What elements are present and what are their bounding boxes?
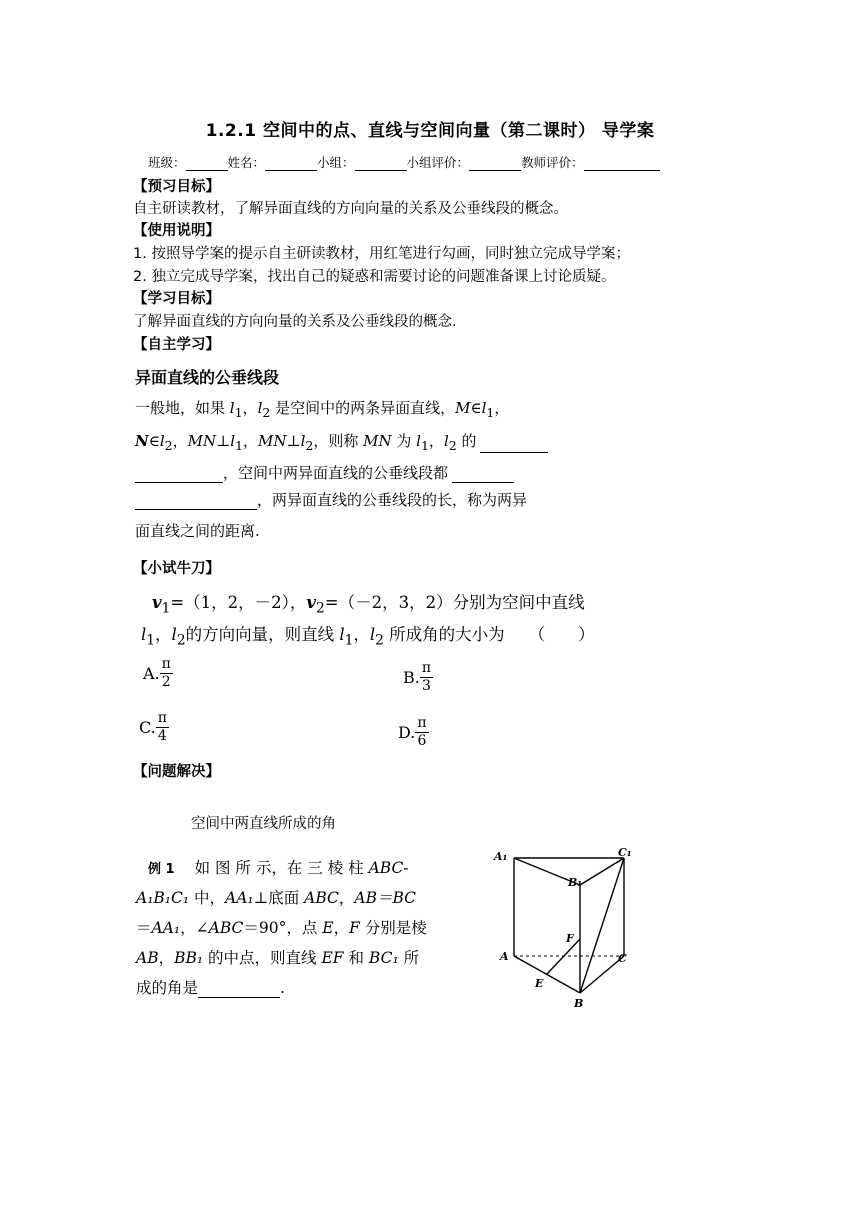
label-c1: C₁ <box>618 846 632 859</box>
example-line-5: 成的角是 . <box>136 979 285 997</box>
label-a1: A₁ <box>494 850 508 863</box>
goal-text: 了解异面直线的方向向量的关系及公垂线段的概念. <box>133 314 457 330</box>
example-line-4: AB，BB₁ 的中点，则直线 EF 和 BC₁ 所 <box>136 949 420 967</box>
label-c: C <box>618 952 627 965</box>
teacher-eval-label: 教师评价： <box>521 155 584 170</box>
label-f: F <box>566 932 574 945</box>
trial-heading: 【小试牛刀】 <box>133 561 220 577</box>
example-answer-blank[interactable] <box>198 981 280 998</box>
answer-blank-4[interactable] <box>135 493 257 510</box>
definition-line-1: 一般地，如果 $l_1$，$l_2$ 是空间中的两条异面直线，$M\in l_1$， <box>135 399 510 420</box>
label-a: A <box>500 950 509 963</box>
solve-heading: 【问题解决】 <box>133 764 220 780</box>
option-c[interactable]: C. $\frac{\pi}{4}$ <box>139 710 167 744</box>
group-blank[interactable] <box>355 156 407 171</box>
class-label: 班级： <box>148 155 186 170</box>
self-study-heading: 【自主学习】 <box>133 337 220 353</box>
edge-ab <box>514 956 580 993</box>
definition-line-3: ，空间中两异面直线的公垂线段都 <box>135 462 514 483</box>
example-line-1: 例 1 如 图 所 示，在 三 棱 柱 ABC- <box>148 859 409 877</box>
name-blank[interactable] <box>265 156 317 171</box>
option-d[interactable]: D. $\frac{\pi}{6}$ <box>398 715 427 749</box>
answer-blank-3[interactable] <box>452 466 514 483</box>
label-b: B <box>574 997 584 1010</box>
definition-line-4: ，两异面直线的公垂线段的长，称为两异 <box>135 489 527 510</box>
group-label: 小组： <box>317 155 355 170</box>
definition-line-5: 面直线之间的距离. <box>135 522 260 540</box>
definition-line-2: $N\in l_2$，$MN\perp l_1$，$MN\perp l_2$，则称 MN 为 $l_1$，$l_2$ 的 <box>135 430 548 453</box>
goal-heading: 【学习目标】 <box>133 291 220 307</box>
page-title: 1.2.1 空间中的点、直线与空间向量（第二课时） 导学案 <box>205 121 655 141</box>
teacher-eval-blank[interactable] <box>584 156 660 171</box>
option-b[interactable]: B. $\frac{\pi}{3}$ <box>403 660 432 694</box>
preview-heading: 【预习目标】 <box>133 179 220 195</box>
class-blank[interactable] <box>186 156 228 171</box>
solve-subtitle: 空间中两直线所成的角 <box>191 816 336 832</box>
name-label: 姓名： <box>227 155 266 170</box>
prism-figure <box>490 842 640 1014</box>
trial-question-line-2: $l_1$，$l_2$的方向向量，则直线 $l_1$，$l_2$ 所成角的大小为 （ ） <box>141 625 595 649</box>
answer-blank-1[interactable] <box>480 436 548 453</box>
group-eval-blank[interactable] <box>469 156 521 171</box>
label-e: E <box>535 977 544 990</box>
label-b1: B₁ <box>568 876 583 889</box>
preview-text: 自主研读教材，了解异面直线的方向向量的关系及公垂线段的概念。 <box>133 201 568 217</box>
self-study-subtitle: 异面直线的公垂线段 <box>135 368 280 387</box>
usage-item-1: 1. 按照导学案的提示自主研读教材，用红笔进行勾画，同时独立完成导学案； <box>133 246 630 262</box>
example-line-3: ＝AA₁，∠ABC＝90°，点 E，F 分别是棱 <box>136 919 427 937</box>
trial-question-line-1: $v_1=(1$，2，－2），$v_2=(-2$，3，2）分别为空间中直线 <box>152 593 585 617</box>
group-eval-label: 小组评价： <box>406 155 470 170</box>
option-a[interactable]: A. $\frac{\pi}{2}$ <box>143 656 171 690</box>
student-info-line <box>148 153 660 171</box>
usage-item-2: 2. 独立完成导学案，找出自己的疑惑和需要讨论的问题准备课上讨论质疑。 <box>133 269 616 285</box>
usage-heading: 【使用说明】 <box>133 223 220 239</box>
example-line-2: A₁B₁C₁ 中，AA₁⊥底面 ABC，AB＝BC <box>136 889 417 907</box>
line-bc1 <box>580 858 624 993</box>
example-label: 例 1 <box>148 862 175 877</box>
answer-blank-2[interactable] <box>135 466 223 483</box>
edge-b1c1 <box>580 858 624 885</box>
